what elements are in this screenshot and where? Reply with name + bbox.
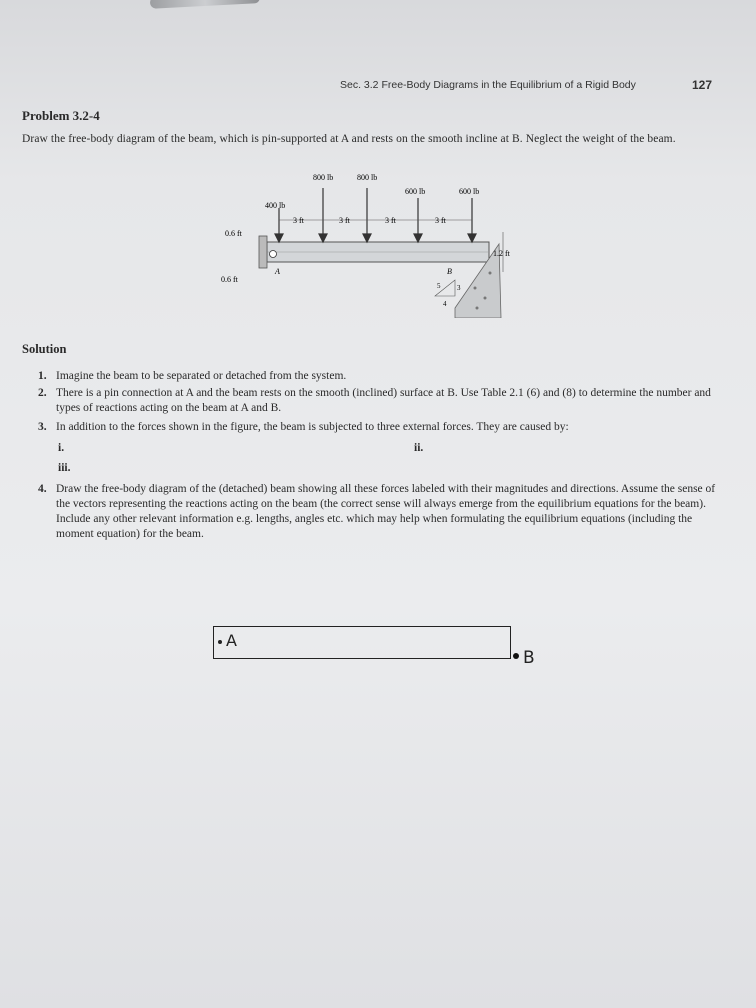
- load-label-3: 800 lb: [357, 173, 378, 182]
- fbd-beam-sketch: [213, 626, 511, 659]
- load-arrows: [275, 188, 476, 242]
- problem-statement: Draw the free-body diagram of the beam, which is pin-supported at A and rests on the smooth incline at B. Neglect the weight of the beam.: [22, 133, 676, 145]
- point-a-label: A: [275, 267, 280, 276]
- problem-title: Problem 3.2-4: [22, 108, 100, 123]
- point-a-dot: [218, 640, 222, 644]
- step-number: 1.: [38, 370, 47, 382]
- dim-left-bottom: 0.6 ft: [221, 275, 238, 284]
- step-text: Draw the free-body diagram of the (detached) beam showing all these forces labeled with their magnitudes and directions. Assume the sense of the vectors representing the reactions acting on the beam (the correct sense will always emerge from the equilibrium equations for the beam). Include any other relevant information e.g. lengths, angles etc. which may help when formulating the equilibrium equations (including the moment equation) for the beam.: [56, 483, 716, 540]
- pin-support-a: [259, 236, 267, 268]
- spacing-label-1: 3 ft: [293, 216, 304, 225]
- step-number: 3.: [38, 421, 47, 433]
- solution-title: Solution: [22, 342, 67, 356]
- spacing-label-4: 3 ft: [435, 216, 446, 225]
- step-text: There is a pin connection at A and the beam rests on the smooth (inclined) surface at B. Use Table 2.1 (6) and (8) to determine the number and types of reactions acting on the beam at A and B.: [56, 387, 711, 414]
- load-label-4: 600 lb: [405, 187, 426, 196]
- dim-right: 1.2 ft: [493, 249, 510, 258]
- slope-run: 4: [443, 300, 447, 308]
- slope-hyp: 5: [437, 282, 441, 290]
- load-label-5: 600 lb: [459, 187, 480, 196]
- page-number: 127: [691, 78, 712, 92]
- dim-left-top: 0.6 ft: [225, 229, 242, 238]
- sub-item-ii: ii.: [414, 442, 424, 454]
- fbd-label-a: A: [226, 631, 237, 650]
- step-number: 4.: [38, 483, 47, 495]
- running-header: [340, 79, 712, 95]
- fbd-label-b: B: [523, 648, 535, 668]
- step-text: In addition to the forces shown in the figure, the beam is subjected to three external forces. They are caused by:: [56, 421, 569, 433]
- slope-rise: 3: [457, 284, 461, 292]
- pen-object: [150, 0, 260, 9]
- step-text: Imagine the beam to be separated or detached from the system.: [56, 370, 347, 382]
- point-b-label: B: [447, 267, 452, 276]
- step-number: 2.: [38, 387, 47, 399]
- sub-item-iii: iii.: [58, 462, 71, 474]
- spacing-label-3: 3 ft: [385, 216, 396, 225]
- section-title: Sec. 3.2 Free-Body Diagrams in the Equilibrium of a Rigid Body: [340, 79, 636, 91]
- point-b-dot: [513, 653, 519, 659]
- spacing-label-2: 3 ft: [339, 216, 350, 225]
- load-label-2: 800 lb: [313, 173, 334, 182]
- sub-item-i: i.: [58, 442, 65, 454]
- beam-figure: [215, 168, 515, 318]
- load-label-1: 400 lb: [265, 201, 286, 210]
